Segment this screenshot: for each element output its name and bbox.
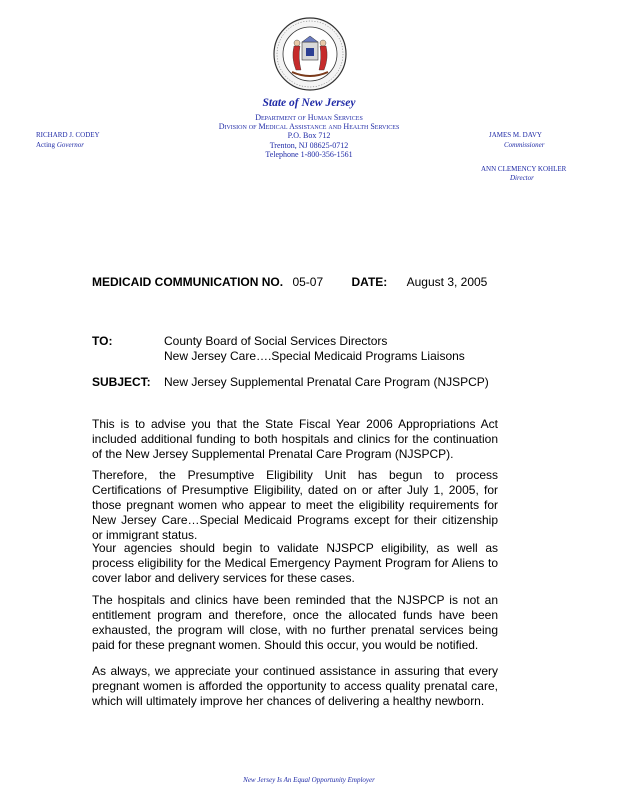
po-box: P.O. Box 712 xyxy=(287,131,331,140)
to-recipient-2: New Jersey Care….Special Medicaid Programs Liaisons xyxy=(164,349,465,363)
state-title: State of New Jersey xyxy=(262,97,356,109)
communication-header xyxy=(92,275,487,289)
to-recipients xyxy=(164,334,465,364)
state-seal-icon xyxy=(272,16,348,92)
governor-name: RICHARD J. CODEY xyxy=(36,131,100,139)
governor-title xyxy=(36,141,84,149)
director-name: ANN CLEMENCY KOHLER xyxy=(481,165,567,173)
footer-note: New Jersey Is An Equal Opportunity Employer xyxy=(243,776,375,784)
city-address: Trenton, NJ 08625-0712 xyxy=(269,141,349,150)
date-label: DATE: xyxy=(351,275,388,289)
department-name: Department of Human Services xyxy=(255,113,363,122)
body-paragraph-2: Therefore, the Presumptive Eligibility Unit has begun to process Certifications of Presumptive Eligibility, dated on or after July 1, 2005, for those pregnant women who appear to meet the eligibility requirements for New Jersey Care…Special Medicaid Programs except for their citizenship or immigrant status. xyxy=(92,468,498,542)
division-name: Division of Medical Assistance and Health Services xyxy=(218,122,400,131)
communication-label: MEDICAID COMMUNICATION NO. xyxy=(92,275,284,289)
governor-title-acting: Acting xyxy=(36,141,56,149)
body-paragraph-5: As always, we appreciate your continued assistance in assuring that every pregnant women is afforded the opportunity to access quality prenatal care, which will ultimately improve her chances of delivering a healthy newborn. xyxy=(92,664,498,708)
subject-value: New Jersey Supplemental Prenatal Care Program (NJSPCP) xyxy=(164,375,489,389)
body-paragraph-4: The hospitals and clinics have been reminded that the NJSPCP is not an entitlement program and therefore, once the allocated funds have been exhausted, the program will close, with no further prenatal services being paid for these pregnant women. Should this occur, you would be notified. xyxy=(92,593,498,652)
body-paragraph-1: This is to advise you that the State Fiscal Year 2006 Appropriations Act included additional funding to both hospitals and clinics for the continuation of the New Jersey Supplemental Prenatal Care Program (NJSPCP). xyxy=(92,417,498,461)
director-title: Director xyxy=(510,174,534,182)
to-label: TO: xyxy=(92,334,113,348)
to-recipient-1: County Board of Social Services Directors xyxy=(164,334,388,348)
commissioner-name: JAMES M. DAVY xyxy=(489,131,542,139)
telephone: Telephone 1-800-356-1561 xyxy=(265,150,353,159)
commissioner-title: Commissioner xyxy=(504,141,545,149)
communication-number: 05-07 xyxy=(292,275,324,289)
date-value: August 3, 2005 xyxy=(406,275,488,289)
body-paragraph-3: Your agencies should begin to validate NJSPCP eligibility, as well as process eligibility for the Medical Emergency Payment Program for Aliens to cover labor and delivery services for these cases. xyxy=(92,541,498,585)
subject-label: SUBJECT: xyxy=(92,375,151,389)
governor-title-governor: Governor xyxy=(56,141,85,149)
